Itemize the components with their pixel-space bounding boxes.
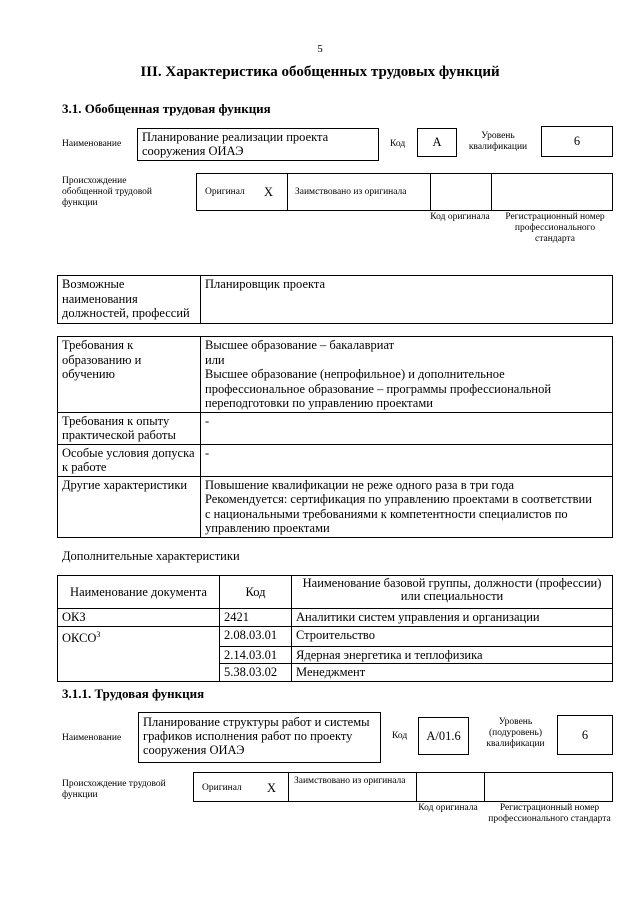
extra-header-code: Код [220,576,292,609]
extra-title: Дополнительные характеристики [62,549,240,563]
extra-name: Строительство [292,626,613,646]
req-line: или [205,352,225,367]
s31-original-label: Оригинал [205,187,245,197]
s311-origin-table [193,772,613,802]
s31-heading: 3.1. Обобщенная трудовая функция [62,101,271,116]
s311-original-mark: X [267,781,277,795]
s31-origin-table [196,173,613,211]
extra-doc-text: ОКЗ [62,610,86,624]
s31-code-label: Код [390,139,406,149]
divider [288,773,289,801]
s31-name-value: Планирование реализации проекта сооружения ОИАЭ [137,128,379,161]
extra-row [58,646,613,664]
s311-code-orig-label: Код оригинала [418,803,478,813]
req-value [201,337,613,413]
s31-level-value: 6 [541,126,613,157]
s311-heading: 3.1.1. Трудовая функция [62,686,205,701]
s311-original-label: Оригинал [202,783,242,793]
extra-code: 2.08.03.01 [220,626,292,646]
extra-header-doc: Наименование документа [58,576,220,609]
req-line: управлению проектами [205,521,330,535]
s31-origin-label: Происхождение обобщенной трудовой функции [62,176,152,208]
positions-label: Возможные наименования должностей, профессий [58,276,201,324]
divider [416,773,417,801]
req-row-other [58,476,613,537]
s311-code-value: A/01.6 [418,717,469,755]
positions-value: Планировщик проекта [201,276,613,324]
req-value: - [201,444,613,476]
s31-borrowed-label: Заимствовано из оригинала [295,187,407,197]
req-line: Высшее образование (непрофильное) и дополнительное [205,367,505,381]
s31-reg-num-label: Регистрационный номер профессионального стандарта [505,212,605,244]
extra-doc [58,609,220,627]
s311-origin-label: Происхождение трудовой функции [62,779,166,800]
req-line: профессиональное образование – программы профессиональной [205,381,552,396]
s311-name-label: Наименование [62,733,122,743]
extra-header-name: Наименование базовой группы, должности (профессии) или специальности [292,576,613,609]
extra-code: 2421 [220,609,292,627]
extra-doc [58,646,220,664]
extra-row [58,626,613,646]
req-label: Особые условия допуска к работе [58,444,201,476]
requirements-table [57,336,613,538]
req-value: - [201,412,613,444]
extra-name: Аналитики систем управления и организации [292,609,613,627]
s31-code-orig-label: Код оригинала [430,212,490,222]
extra-name: Ядерная энергетика и теплофизика [292,646,613,664]
divider [287,174,288,210]
extra-doc [58,626,220,646]
s31-name-label: Наименование [62,139,122,149]
extra-code: 5.38.03.02 [220,664,292,682]
req-line: Рекомендуется: сертификация по управлению проектами в соответствии [205,492,592,506]
s311-borrowed-label: Заимствовано из оригинала [294,776,406,786]
extra-doc-text: ОКСО [62,630,97,645]
req-label: Другие характеристики [58,476,201,537]
s311-reg-num-label: Регистрационный номер профессионального стандарта [488,803,611,824]
extra-doc [58,664,220,682]
req-value [201,476,613,537]
positions-table [57,275,613,324]
page-number: 5 [317,43,323,55]
req-row-experience [58,412,613,444]
s311-level-label: Уровень (подуровень) квалификации [486,717,545,749]
divider [430,174,431,210]
extra-row [58,609,613,627]
s31-code-value: А [417,128,457,157]
req-row-education [58,337,613,413]
divider [491,174,492,210]
req-label: Требования к опыту практической работы [58,412,201,444]
s311-name-value: Планирование структуры работ и системы графиков исполнения работ по проекту сооружения ОИАЭ [138,712,381,763]
s31-original-mark: X [264,185,274,199]
req-label: Требования к образованию и обучению [58,337,201,413]
extra-name: Менеджмент [292,664,613,682]
s311-code-label: Код [392,731,408,741]
extra-row [58,664,613,682]
extra-table [57,575,613,682]
req-line: Высшее образование – бакалавриат [205,338,395,352]
section-title: III. Характеристика обобщенных трудовых функций [140,64,500,80]
req-line: переподготовки по управлению проектами [205,396,433,410]
divider [484,773,485,801]
footnote-mark: 3 [96,629,101,639]
req-row-special [58,444,613,476]
extra-code: 2.14.03.01 [220,646,292,664]
req-line: с национальными требованиями к компетентности специалистов по [205,506,568,521]
req-line: Повышение квалификации не реже одного раза в три года [205,477,515,492]
s31-level-label: Уровень квалификации [468,131,528,152]
s311-level-value: 6 [557,715,613,755]
